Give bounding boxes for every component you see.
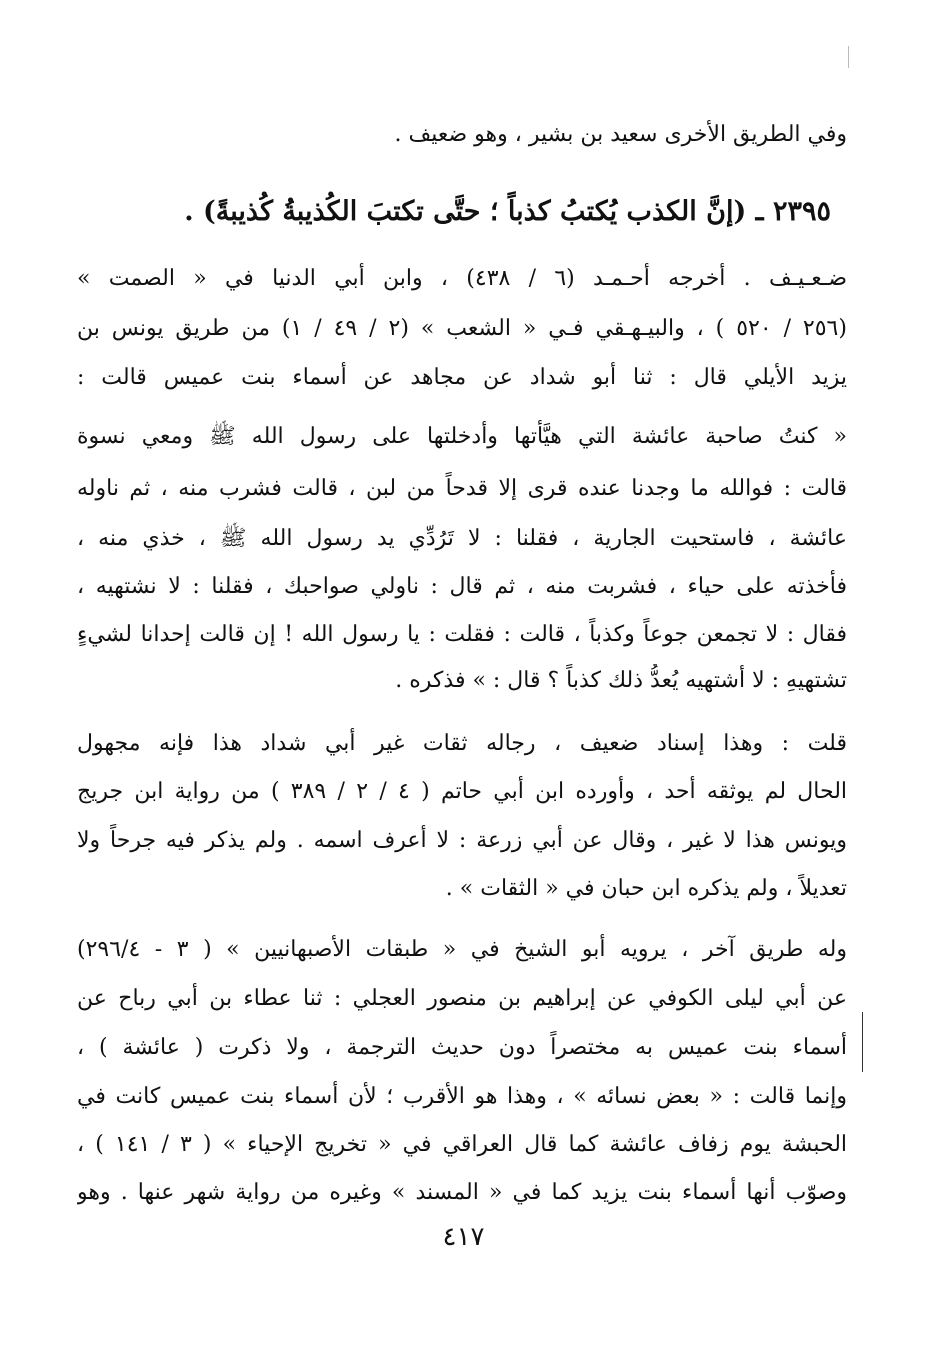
comment-line-1: قلت : وهذا إسناد ضعيف ، رجاله ثقات غير أبي شداد هذا فإنه مجهول: [77, 731, 847, 756]
intro-line: وفي الطريق الأخرى سعيد بن بشير ، وهو ضعيف .: [394, 122, 847, 147]
narration-line-4: فأخذته على حياء ، فشربت منه ، ثم قال : ناولي صواحبك ، فقلنا : لا نشتهيه ،: [77, 574, 847, 599]
comment-line-2: الحال لم يوثقه أحد ، وأورده ابن أبي حاتم ( ٤ / ٢ / ٣٨٩ ) من رواية ابن جريج: [77, 779, 847, 804]
takhrij-line-3: يزيد الأيلي قال : ثنا أبو شداد عن مجاهد عن أسماء بنت عميس قالت :: [77, 365, 847, 390]
other-route-line-5: الحبشة يوم زفاف عائشة كما قال العراقي في « تخريج الإحياء » ( ٣ / ١٤١ ) ،: [77, 1132, 847, 1157]
other-route-line-3: أسماء بنت عميس به مختصراً دون حديث الترجمة ، ولا ذكرت ( عائشة ) ،: [77, 1035, 847, 1060]
other-route-line-1: وله طريق آخر ، يرويه أبو الشيخ في « طبقات الأصبهانيين » ( ٣ - ٢٩٦/٤): [77, 937, 847, 962]
takhrij-line-2: (٢٥٦ / ٥٢٠ ) ، والبيـهـقي فـي « الشعب » (٢ / ٤٩ / ١) من طريق يونس بن: [77, 316, 847, 341]
narration-line-3: عائشة ، فاستحيت الجارية ، فقلنا : لا تَرُدِّي يد رسول الله ﷺ ، خذي منه ،: [77, 526, 847, 551]
comment-line-3: ويونس هذا لا غير ، وقال عن أبي زرعة : لا أعرف اسمه . ولم يذكر فيه جرحاً ولا: [77, 828, 847, 853]
comment-line-4: تعديلاً ، ولم يذكره ابن حبان في « الثقات » .: [445, 876, 847, 901]
other-route-line-6: وصوّب أنها أسماء بنت يزيد كما في « المسند » وغيره من رواية شهر عنها . وهو: [77, 1180, 847, 1205]
page-number: ٤١٧: [442, 1222, 485, 1252]
narration-line-5: فقال : لا تجمعن جوعاً وكذباً ، قالت : فقلت : يا رسول الله ! إن قالت إحدانا لشيءٍ: [77, 622, 847, 647]
scan-mark: [848, 46, 849, 68]
margin-rule: [862, 1012, 863, 1072]
other-route-line-4: وإنما قالت : « بعض نسائه » ، وهذا هو الأقرب ؛ لأن أسماء بنت عميس كانت في: [77, 1084, 847, 1109]
narration-line-2: قالت : فوالله ما وجدنا عنده قرى إلا قدحاً من لبن ، قالت فشرب منه ، ثم ناوله: [77, 476, 847, 501]
other-route-line-2: عن أبي ليلى الكوفي عن إبراهيم بن منصور العجلي : ثنا عطاء بن أبي رباح عن: [77, 986, 847, 1011]
takhrij-line-1: ضـعـيـف . أخرجه أحـمـد (٦ / ٤٣٨) ، وابن أبي الدنيا في « الصمت »: [77, 266, 847, 291]
narration-line-6: تشتهيهِ : لا أشتهيه يُعدُّ ذلك كذباً ؟ قال : » فذكره .: [395, 668, 847, 693]
narration-line-1: « كنتُ صاحبة عائشة التي هيَّأتها وأدخلتها على رسول الله ﷺ ومعي نسوة: [77, 424, 847, 449]
hadith-title: ٢٣٩٥ ـ (إنَّ الكذب يُكتبُ كذباً ؛ حتَّى تكتبَ الكُذيبةُ كُذيبةً) .: [184, 196, 831, 227]
